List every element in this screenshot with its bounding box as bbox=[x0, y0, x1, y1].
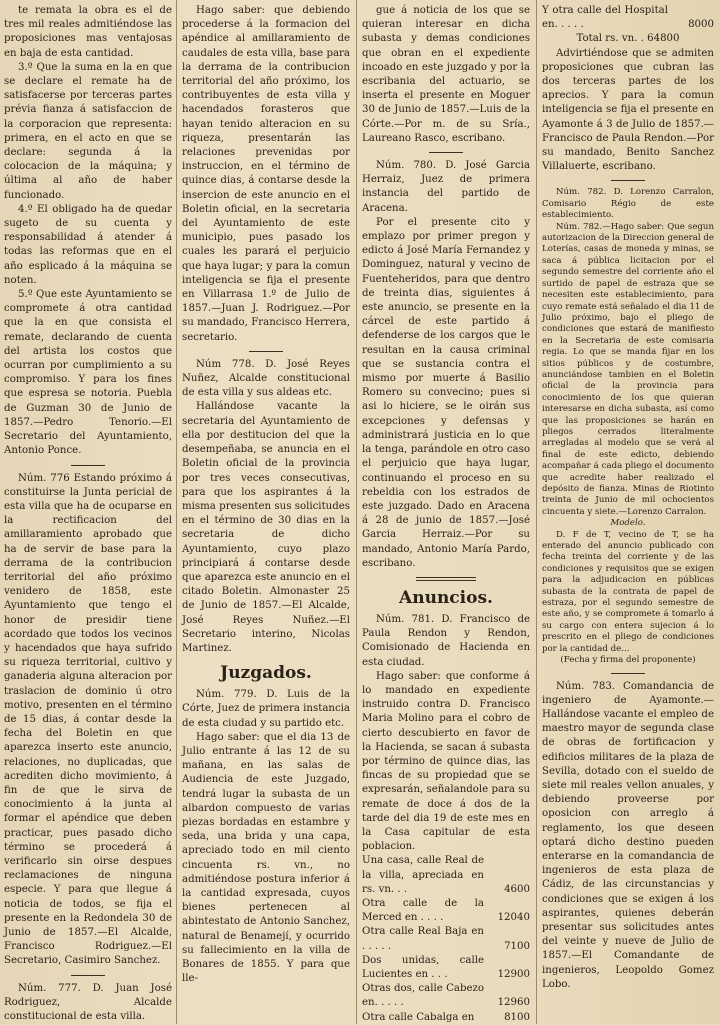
column-rule bbox=[356, 0, 357, 1024]
paragraph: Advirtiéndose que se admiten proposiciones que cubran las dos terceras partes de los aprecios. Y para la comun inteligencia se fija el presente en Ayamonte á 3 de Julio de 1857.—Francisco de Paula Rendon.—Por su mandado, Benito Sanchez Villaluerte, escribano. bbox=[542, 47, 714, 173]
column-3 bbox=[362, 4, 530, 1025]
divider bbox=[416, 577, 476, 581]
divider bbox=[249, 351, 283, 352]
paragraph: gue á noticia de los que se quieran interesar en dicha subasta y demas condiciones que obran en el expediente incoado en este juzgado y por la escribania del actuario, se inserta el presente en Moguer 30 de Junio de 1857.—Luis de la Córte.—Por m. de su Sría., Laureano Rasco, escribano. bbox=[362, 5, 530, 144]
divider bbox=[71, 975, 105, 976]
item-label: Otra calle de la Merced en . . . . bbox=[362, 897, 484, 924]
list-item bbox=[362, 982, 530, 1010]
column-2 bbox=[182, 4, 350, 986]
item-amount: 4600 bbox=[504, 883, 530, 895]
item-label: Otra calle Cabalga en bbox=[362, 1011, 475, 1023]
list-item bbox=[362, 954, 530, 982]
item-amount: 12900 bbox=[497, 969, 530, 980]
notice-780: Núm. 780. D. José Garcia Herraiz, Juez de primera instancia del partido de Aracena. bbox=[362, 160, 530, 214]
item-amount: 7100 bbox=[504, 940, 530, 952]
section-heading-juzgados: Juzgados. bbox=[220, 663, 312, 684]
paragraph: D. F de T, vecino de T, se ha enterado del anuncio publicado con fecha treinta del corriente y de las condiciones y requisitos que se exigen para la adjudicacion en públicas subasta de la contrata de papel de estraza, por el segundo semestre de este año, y se compromete á tomarlo á su cargo con entera sujecion á lo prescrito en el pliego de condiciones por la cantidad de... bbox=[542, 529, 714, 654]
column-rule bbox=[176, 0, 177, 1024]
property-list-continued bbox=[542, 4, 714, 32]
paragraph: Hago saber: que debiendo procederse á la formacion del apéndice al amillaramiento de caudales de esta villa, base para la derrama de la contribucion territorial del año próximo, los contribuyentes de esta villa y hacendados forasteros que hayan tenido alteracion en su riqueza, presentarán las relaciones prevenidas por instruccion, en el término de quince dias, á contarse desde la insercion de este anuncio en el Boletin oficial, en la secretaria del Ayuntamiento de este municipio, pues pasado los cuales les parará el perjuicio que haya lugar; y para la comun inteligencia se fija el presente en Villarrasa 1.º de Julio de 1857.—Juan J. Rodriguez.—Por su mandado, Francisco Herrera, secretario. bbox=[182, 5, 350, 343]
item-label: Y otra calle del Hospital en. . . . . bbox=[542, 5, 668, 31]
item-label: Dos unidas, calle Lucientes en . . . bbox=[362, 954, 484, 980]
divider bbox=[611, 673, 645, 674]
item-amount: 12040 bbox=[497, 912, 530, 924]
property-list bbox=[362, 854, 530, 1024]
section-heading-anuncios: Anuncios. bbox=[399, 587, 493, 608]
paragraph: Núm. 782.—Hago saber: Que segun autorizacion de la Direccion general de Loterías, casas de moneda y minas, se saca á pública licitacion por el segundo semestre del corriente año el surtido de papel de estraza que se necesiten este establecimiento, para cuyo remate está señalado el dia 11 de Julio próximo, bajo el pliego de condiciones que estará de manifiesto en la Secretaria de este comisaria regia. Lo que se manda fijar en los sitios públicos y de costumbre, anunciándose tambien en el Boletin oficial de la provincia para conocimiento de los que quieran interesarse en dicha subasta, así como que las proposiciones se harán en pliegos cerrados literalmente arregladas al modelo que se verá al final de este edicto, debiendo acompañar á cada pliego el documento que acredite haber realizado el depósito de fianza. Minas de Riotinto treinta de Junio de mil ochocientos cincuenta y siete.—Lorenzo Carralon. bbox=[542, 221, 714, 517]
paragraph: 4.º El obligado ha de quedar sugeto de su cuenta y responsabilidad á atender á todas las reformas que en el año esplicado á la máquina se noten. bbox=[4, 203, 172, 286]
paragraph: te remata la obra es el de tres mil reales admitiéndose las proposiciones mas ventajosas en baja de esta cantidad. bbox=[4, 5, 172, 59]
column-4 bbox=[542, 4, 714, 992]
item-amount: 8000 bbox=[688, 19, 714, 31]
item-label: Una casa, calle Real de la villa, apreciada en rs. vn. . . bbox=[362, 855, 484, 895]
item-amount: 12960 bbox=[497, 997, 530, 1009]
divider bbox=[429, 152, 463, 153]
item-amount: 8100 bbox=[504, 1011, 530, 1023]
list-item bbox=[362, 925, 530, 953]
divider bbox=[611, 180, 645, 181]
notice-782: Núm. 782. D. Lorenzo Carralon, Comisario Régio de este establecimiento. bbox=[542, 187, 714, 221]
paragraph: 5.º Que este Ayuntamiento se compromete á otra cantidad que la en que consista el remate, declarando de cuenta del artista los costos que ocurran por cumplimiento a su compromiso. Y para los fines que espresa se notoria. Puebla de Guzman 30 de Junio de 1857.—Pedro Tenorio.—El Secretario del Ayuntamiento, Antonio Ponce. bbox=[4, 289, 172, 457]
list-item bbox=[542, 4, 714, 32]
list-item bbox=[362, 854, 530, 897]
model-title: Modelo. bbox=[610, 518, 646, 529]
notice-777: Núm. 777. D. Juan José Rodriguez, Alcalde constitucional de esta villa. bbox=[4, 982, 172, 1023]
paragraph: Hallándose vacante la secretaria del Ayuntamiento de ella por destitucion del que la desempeñaba, se anuncia en el Boletin oficial de la provincia por tres veces consecutivas, para que los aspirantes á la misma presenten sus solicitudes en el término de 30 dias en la secretaria de dicho Ayuntamiento, cuyo plazo principiará á contarse desde que aparezca este anuncio en el citado Boletin. Almonaster 25 de Junio de 1857.—El Alcalde, José Reyes Nuñez.—El Secretario interino, Nicolas Martinez. bbox=[182, 401, 350, 654]
notice-779: Núm. 779. D. Luis de la Córte, Juez de primera instancia de esta ciudad y su partido etc. bbox=[182, 689, 350, 729]
paragraph: Hago saber: que conforme á lo mandado en expediente instruido contra D. Francisco Maria Molino para el cobro de cierto descubierto en favor de la Hacienda, se sacan á subasta por término de quince dias, las fincas de su propiedad que se expresarán, señalandole para su remate de doce á dos de la tarde del dia 19 de este mes en la Casa capitular de esta poblacion. bbox=[362, 670, 531, 853]
list-item bbox=[362, 897, 530, 925]
notice-778: Núm 778. D. José Reyes Nuñez, Alcalde constitucional de esta villa y sus aldeas etc. bbox=[182, 358, 350, 399]
column-rule bbox=[536, 0, 537, 1024]
paragraph: Por el presente cito y emplazo por primer pregon y edicto á José María Fernandez y Dominguez, natural y vecino de Fuenteheridos, para que dentro de treinta dias, siguientes á este anuncio, se presente en la cárcel de este partido á defenderse de los cargos que le resultan en la causa criminal que se sustancia contra el mismo por muerte á Basilio Romero su convecino; pues si asi lo hiciere, se le oirán sus excepciones y defensas y administrará justicia en lo que la tenga, parándole en otro caso el perjuicio que haya lugar, continuando el proceso en su rebeldia con los estrados de este juzgado. Dado en Aracena á 28 de junio de 1857.—José Garcia Herraiz.—Por su mandado, Antonio María Pardo, escribano. bbox=[362, 216, 530, 569]
notice-776: Núm. 776 Estando próximo á constituirse la Junta pericial de esta villa que ha de ocuparse en la rectificacion del amillaramiento aprobado que ha de servir de base para la derrama de la contribucion territorial del año próximo venidero de 1858, este Ayuntamiento que tengo el honor de presidir tiene acordado que todos los vecinos y hacendados que haya sufrido su riqueza territorial, cultivo y ganaderia alguna alteracion por traslacion de dominio ú otro motivo, presenten en el término de 15 dias, á contar desde la fecha del Boletin en que aparezca inserto este anuncio, relaciones, no duplicadas, que acrediten dicho movimiento, á fin de que le sirva de conocimiento á la junta al formar el apéndice que deben practicar, pues pasado dicho término se procederá á verificarlo sin oirse despues reclamaciones de ninguna especie. Y para que llegue á noticia de todos, se fija el presente en la Redondela 30 de Junio de 1857.—El Alcalde, Francisco Rodriguez.—El Secretario, Casimiro Sanchez. bbox=[4, 472, 172, 967]
paragraph: Hago saber: que el dia 13 de Julio entrante á las 12 de su mañana, en las salas de Audiencia de este Juzgado, tendrá lugar la subasta de un albardon compuesto de varias piezas bordadas en estambre y seda, una brida y una capa, apreciado todo en mil ciento cincuenta rs. vn., no admitiéndose postura inferior á la cantidad expresada, cuyos bienes pertenecen al abintestato de Antonio Sanchez, natural de Benamejí, y ocurrido su fallecimiento en la villa de Bonares de 1855. Y para que lle- bbox=[182, 731, 350, 985]
item-label: Otras dos, calle Cabezo en. . . . . bbox=[362, 983, 484, 1009]
paragraph: 3.º Que la suma en la en que se declare el remate ha de satisfacerse por terceras partes prévia fianza á satisfaccion de la corporacion que representa: primera, en el acto en que se declare: segunda á la colocacion de la máquina; y última al año de haber funcionado. bbox=[4, 61, 172, 201]
notice-783: Núm. 783. Comandancia de ingeniero de Ayamonte.—Hallándose vacante el empleo de maestro mayor de segunda clase de obras de fortificacion y edificios militares de la plaza de Sevilla, dotado con el sueldo de siete mil reales vellon anuales, y debiendo proveerse por oposicion con arreglo á reglamento, los que deseen optará dicho destino pueden enterarse en la comandancia de ingenieros de esta plaza de Cádiz, de las circunstancias y condiciones que se exigen á los aspirantes, quienes deberán presentar sus solicitudes antes del veinte y nueve de Julio de 1857.—El Comandante de ingenieros, Leopoldo Gomez Lobo. bbox=[542, 680, 714, 990]
signature-line: (Fecha y firma del proponente) bbox=[560, 655, 696, 666]
notice-781: Núm. 781. D. Francisco de Paula Rendon y Rendon, Comisionado de Hacienda en esta ciudad. bbox=[362, 613, 530, 668]
total-line: Total rs. vn. . 64800 bbox=[576, 33, 680, 45]
divider bbox=[71, 465, 105, 466]
item-label: Otra calle Real Baja en . . . . . bbox=[362, 926, 484, 952]
list-item bbox=[362, 1011, 530, 1025]
column-1 bbox=[4, 4, 172, 1024]
